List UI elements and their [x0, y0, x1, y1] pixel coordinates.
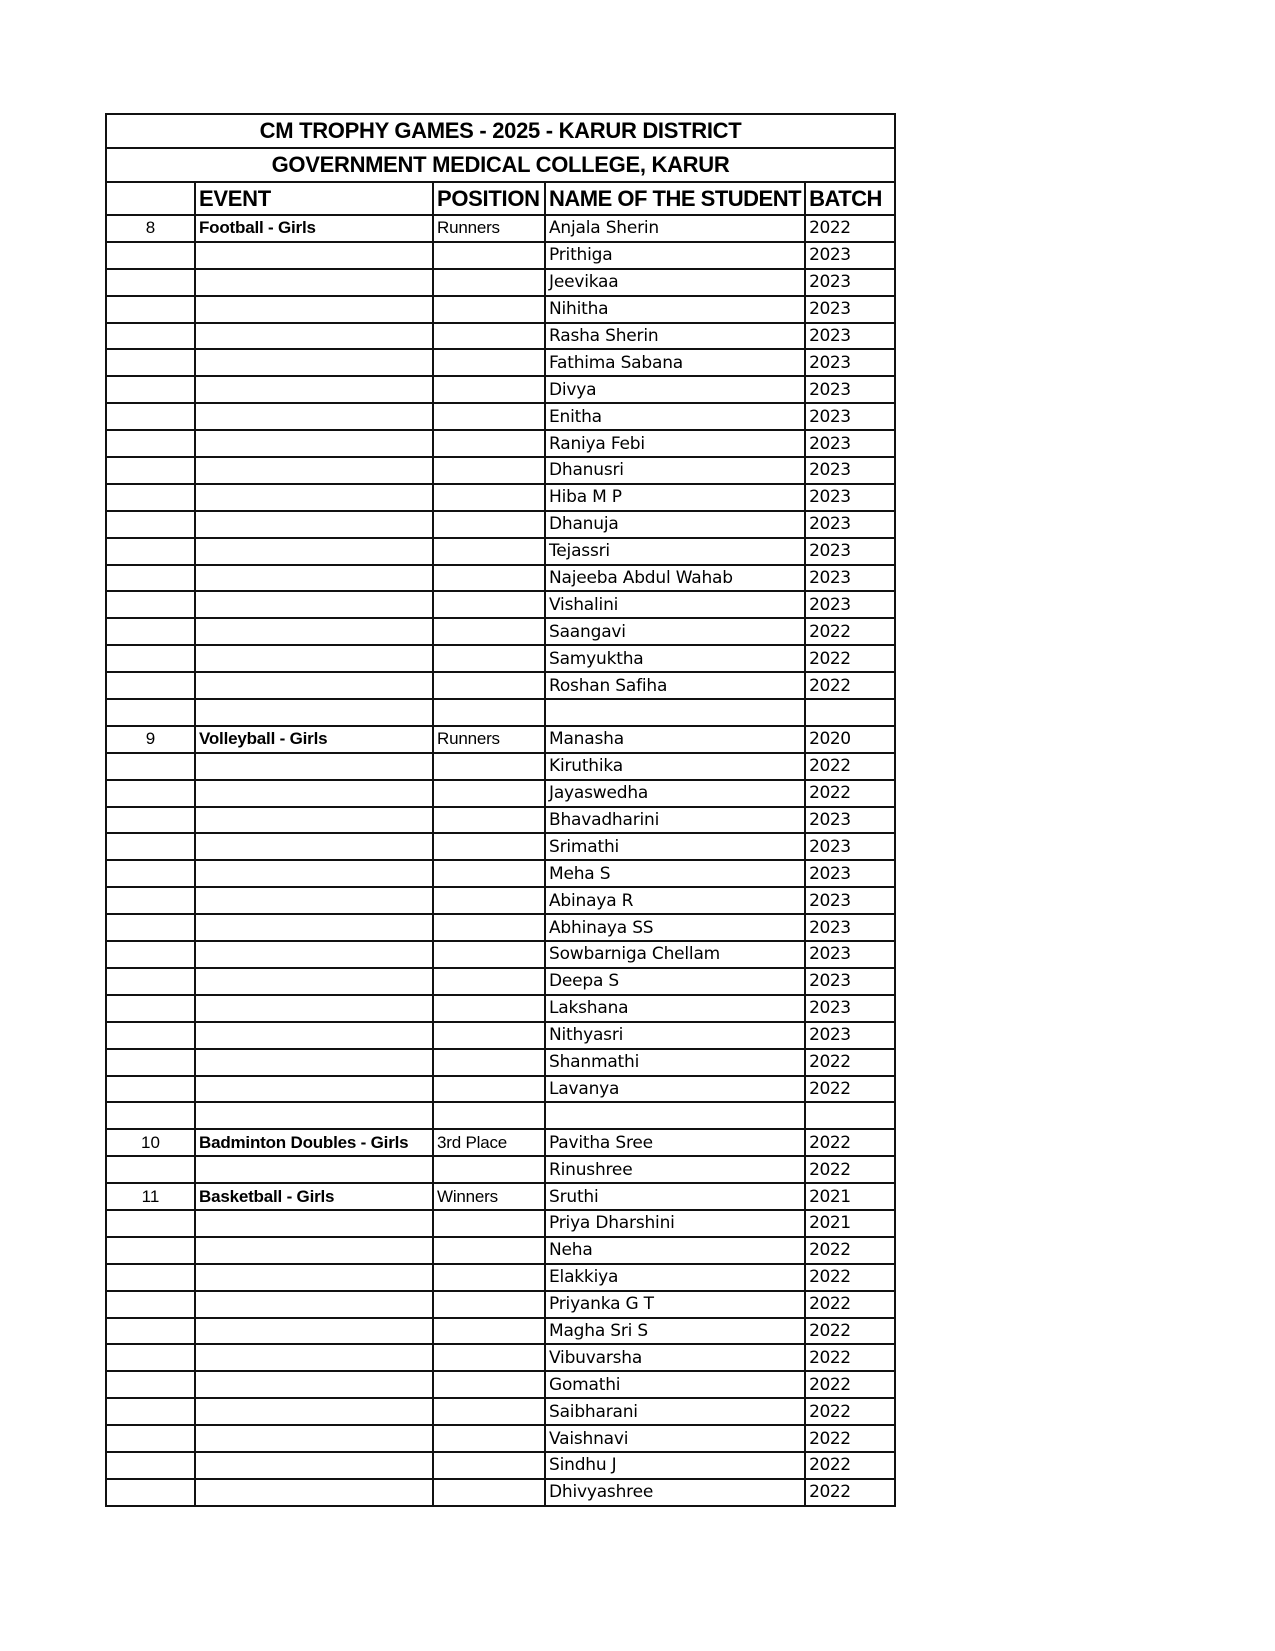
cell-event: Volleyball - Girls	[195, 726, 433, 753]
cell-student-name: Saangavi	[545, 618, 805, 645]
cell-sno	[106, 833, 195, 860]
cell-student-name: Gomathi	[545, 1371, 805, 1398]
table-row	[106, 323, 895, 350]
cell-batch: 2022	[805, 215, 895, 242]
cell-batch: 2023	[805, 833, 895, 860]
cell-sno	[106, 484, 195, 511]
cell-student-name: Dhivyashree	[545, 1479, 805, 1506]
cell-batch	[805, 699, 895, 726]
cell-event: Basketball - Girls	[195, 1183, 433, 1210]
cell-batch: 2023	[805, 807, 895, 834]
cell-position	[433, 807, 545, 834]
cell-position	[433, 1022, 545, 1049]
cell-sno	[106, 1452, 195, 1479]
cell-student-name: Samyuktha	[545, 645, 805, 672]
cell-sno	[106, 1049, 195, 1076]
cell-position	[433, 565, 545, 592]
cell-event	[195, 323, 433, 350]
cell-sno	[106, 511, 195, 538]
cell-sno	[106, 376, 195, 403]
table-row	[106, 538, 895, 565]
cell-student-name: Kiruthika	[545, 753, 805, 780]
cell-position	[433, 1210, 545, 1237]
cell-position	[433, 887, 545, 914]
cell-batch: 2021	[805, 1183, 895, 1210]
cell-student-name: Nihitha	[545, 296, 805, 323]
cell-position	[433, 1452, 545, 1479]
cell-position	[433, 1291, 545, 1318]
cell-position	[433, 699, 545, 726]
cell-position	[433, 1049, 545, 1076]
table-row	[106, 565, 895, 592]
cell-position: 3rd Place	[433, 1129, 545, 1156]
cell-event	[195, 484, 433, 511]
table-row	[106, 1291, 895, 1318]
cell-sno: 11	[106, 1183, 195, 1210]
header-name: NAME OF THE STUDENT	[545, 182, 805, 215]
cell-event	[195, 457, 433, 484]
cell-sno: 9	[106, 726, 195, 753]
cell-event: Badminton Doubles - Girls	[195, 1129, 433, 1156]
cell-sno	[106, 1237, 195, 1264]
cell-student-name: Vaishnavi	[545, 1425, 805, 1452]
cell-student-name: Divya	[545, 376, 805, 403]
cell-position	[433, 591, 545, 618]
cell-batch: 2023	[805, 511, 895, 538]
cell-batch: 2023	[805, 968, 895, 995]
cell-position	[433, 1425, 545, 1452]
cell-student-name: Abinaya R	[545, 887, 805, 914]
cell-student-name: Shanmathi	[545, 1049, 805, 1076]
table-row	[106, 968, 895, 995]
table-row	[106, 484, 895, 511]
cell-student-name	[545, 699, 805, 726]
cell-event	[195, 349, 433, 376]
cell-batch: 2022	[805, 1264, 895, 1291]
cell-position	[433, 484, 545, 511]
table-row	[106, 995, 895, 1022]
cell-event	[195, 511, 433, 538]
cell-student-name: Vishalini	[545, 591, 805, 618]
cell-sno	[106, 860, 195, 887]
cell-student-name: Sruthi	[545, 1183, 805, 1210]
cell-sno	[106, 1371, 195, 1398]
cell-position	[433, 296, 545, 323]
cell-batch: 2023	[805, 349, 895, 376]
cell-position	[433, 860, 545, 887]
table-row	[106, 511, 895, 538]
cell-batch: 2022	[805, 1076, 895, 1103]
cell-sno	[106, 780, 195, 807]
cell-position: Runners	[433, 726, 545, 753]
table-row	[106, 1129, 895, 1156]
cell-batch: 2023	[805, 269, 895, 296]
cell-sno	[106, 807, 195, 834]
cell-student-name: Prithiga	[545, 242, 805, 269]
cell-position: Runners	[433, 215, 545, 242]
cell-student-name: Dhanusri	[545, 457, 805, 484]
table-row	[106, 780, 895, 807]
table-row	[106, 1398, 895, 1425]
cell-event	[195, 1264, 433, 1291]
cell-event	[195, 860, 433, 887]
table-row	[106, 807, 895, 834]
cell-event	[195, 618, 433, 645]
cell-position	[433, 1318, 545, 1345]
cell-event	[195, 376, 433, 403]
table-row	[106, 914, 895, 941]
header-sno	[106, 182, 195, 215]
cell-student-name: Fathima Sabana	[545, 349, 805, 376]
table-row	[106, 1076, 895, 1103]
cell-sno	[106, 1210, 195, 1237]
cell-sno	[106, 1264, 195, 1291]
cell-position	[433, 1371, 545, 1398]
table-row	[106, 1156, 895, 1183]
cell-batch: 2023	[805, 591, 895, 618]
cell-position	[433, 780, 545, 807]
table-row	[106, 1210, 895, 1237]
cell-position	[433, 430, 545, 457]
cell-sno	[106, 618, 195, 645]
table-row	[106, 887, 895, 914]
cell-batch: 2023	[805, 538, 895, 565]
cell-student-name: Abhinaya SS	[545, 914, 805, 941]
cell-batch: 2022	[805, 1049, 895, 1076]
cell-position	[433, 376, 545, 403]
cell-batch: 2023	[805, 323, 895, 350]
cell-sno	[106, 565, 195, 592]
cell-position	[433, 1156, 545, 1183]
cell-position	[433, 995, 545, 1022]
cell-sno	[106, 1156, 195, 1183]
cell-event	[195, 941, 433, 968]
cell-student-name: Bhavadharini	[545, 807, 805, 834]
cell-sno	[106, 699, 195, 726]
cell-batch: 2022	[805, 1452, 895, 1479]
table-row	[106, 1102, 895, 1129]
cell-sno	[106, 753, 195, 780]
cell-batch: 2021	[805, 1210, 895, 1237]
table-row	[106, 1344, 895, 1371]
cell-position	[433, 457, 545, 484]
cell-batch: 2022	[805, 618, 895, 645]
cell-sno	[106, 1076, 195, 1103]
table-row	[106, 833, 895, 860]
cell-batch: 2023	[805, 860, 895, 887]
cell-batch: 2023	[805, 995, 895, 1022]
table-row	[106, 296, 895, 323]
cell-event	[195, 1156, 433, 1183]
cell-sno	[106, 1479, 195, 1506]
cell-batch: 2022	[805, 1425, 895, 1452]
table-row	[106, 1049, 895, 1076]
cell-student-name: Hiba M P	[545, 484, 805, 511]
cell-student-name	[545, 1102, 805, 1129]
table-row	[106, 672, 895, 699]
cell-batch: 2023	[805, 1022, 895, 1049]
cell-event	[195, 1425, 433, 1452]
cell-event	[195, 1344, 433, 1371]
cell-position	[433, 833, 545, 860]
cell-student-name: Sowbarniga Chellam	[545, 941, 805, 968]
table-row	[106, 1425, 895, 1452]
cell-event	[195, 753, 433, 780]
cell-sno	[106, 1398, 195, 1425]
table-row	[106, 726, 895, 753]
cell-batch: 2023	[805, 887, 895, 914]
cell-sno	[106, 457, 195, 484]
subtitle-row	[106, 148, 895, 182]
cell-event	[195, 565, 433, 592]
cell-student-name: Lavanya	[545, 1076, 805, 1103]
cell-student-name: Neha	[545, 1237, 805, 1264]
cell-student-name: Srimathi	[545, 833, 805, 860]
table-row	[106, 591, 895, 618]
cell-batch: 2022	[805, 1156, 895, 1183]
cell-position	[433, 1237, 545, 1264]
table-row	[106, 376, 895, 403]
header-event: EVENT	[195, 182, 433, 215]
cell-position	[433, 672, 545, 699]
table-row	[106, 1452, 895, 1479]
cell-sno	[106, 672, 195, 699]
cell-event	[195, 538, 433, 565]
cell-batch: 2023	[805, 484, 895, 511]
title-row	[106, 114, 895, 148]
table-row	[106, 1479, 895, 1506]
cell-event	[195, 672, 433, 699]
cell-position	[433, 1479, 545, 1506]
cell-batch: 2022	[805, 1129, 895, 1156]
cell-sno: 10	[106, 1129, 195, 1156]
cell-student-name: Pavitha Sree	[545, 1129, 805, 1156]
cell-student-name: Manasha	[545, 726, 805, 753]
cell-sno	[106, 1291, 195, 1318]
cell-event	[195, 968, 433, 995]
table-row	[106, 753, 895, 780]
cell-position	[433, 1398, 545, 1425]
cell-event	[195, 807, 433, 834]
cell-position	[433, 1076, 545, 1103]
table-row	[106, 645, 895, 672]
document-title: CM TROPHY GAMES - 2025 - KARUR DISTRICT	[106, 114, 895, 148]
cell-batch: 2023	[805, 457, 895, 484]
cell-position	[433, 349, 545, 376]
cell-batch: 2023	[805, 565, 895, 592]
header-row	[106, 182, 895, 215]
cell-sno	[106, 1318, 195, 1345]
cell-event	[195, 1398, 433, 1425]
cell-event	[195, 1318, 433, 1345]
cell-event	[195, 403, 433, 430]
cell-batch: 2022	[805, 1237, 895, 1264]
cell-student-name: Elakkiya	[545, 1264, 805, 1291]
cell-position	[433, 645, 545, 672]
cell-sno	[106, 591, 195, 618]
cell-position: Winners	[433, 1183, 545, 1210]
cell-sno	[106, 403, 195, 430]
cell-student-name: Anjala Sherin	[545, 215, 805, 242]
cell-event	[195, 1479, 433, 1506]
cell-event	[195, 269, 433, 296]
cell-event	[195, 780, 433, 807]
table-row	[106, 941, 895, 968]
cell-student-name: Saibharani	[545, 1398, 805, 1425]
cell-position	[433, 1344, 545, 1371]
cell-sno	[106, 887, 195, 914]
cell-student-name: Raniya Febi	[545, 430, 805, 457]
table-row	[106, 430, 895, 457]
cell-sno	[106, 1344, 195, 1371]
cell-student-name: Rasha Sherin	[545, 323, 805, 350]
table-row	[106, 860, 895, 887]
cell-sno	[106, 242, 195, 269]
cell-student-name: Roshan Safiha	[545, 672, 805, 699]
cell-sno	[106, 538, 195, 565]
cell-batch: 2023	[805, 376, 895, 403]
cell-student-name: Jayaswedha	[545, 780, 805, 807]
cell-batch: 2023	[805, 914, 895, 941]
cell-sno	[106, 349, 195, 376]
cell-batch: 2022	[805, 1318, 895, 1345]
cell-event	[195, 430, 433, 457]
cell-sno: 8	[106, 215, 195, 242]
document-subtitle: GOVERNMENT MEDICAL COLLEGE, KARUR	[106, 148, 895, 182]
cell-position	[433, 511, 545, 538]
table-row	[106, 618, 895, 645]
cell-event	[195, 591, 433, 618]
cell-batch: 2023	[805, 941, 895, 968]
cell-batch: 2022	[805, 753, 895, 780]
cell-batch: 2020	[805, 726, 895, 753]
table-row	[106, 242, 895, 269]
cell-event: Football - Girls	[195, 215, 433, 242]
cell-event	[195, 1237, 433, 1264]
cell-sno	[106, 968, 195, 995]
table-row	[106, 699, 895, 726]
cell-student-name: Sindhu J	[545, 1452, 805, 1479]
cell-event	[195, 1049, 433, 1076]
cell-position	[433, 403, 545, 430]
cell-position	[433, 538, 545, 565]
cell-student-name: Enitha	[545, 403, 805, 430]
cell-student-name: Magha Sri S	[545, 1318, 805, 1345]
cell-position	[433, 242, 545, 269]
cell-event	[195, 1022, 433, 1049]
cell-sno	[106, 941, 195, 968]
cell-student-name: Vibuvarsha	[545, 1344, 805, 1371]
cell-event	[195, 1076, 433, 1103]
cell-event	[195, 645, 433, 672]
cell-position	[433, 914, 545, 941]
cell-event	[195, 699, 433, 726]
cell-batch: 2023	[805, 403, 895, 430]
cell-position	[433, 269, 545, 296]
cell-position	[433, 941, 545, 968]
cell-sno	[106, 914, 195, 941]
cell-student-name: Priya Dharshini	[545, 1210, 805, 1237]
cell-sno	[106, 269, 195, 296]
table-row	[106, 269, 895, 296]
cell-batch: 2022	[805, 672, 895, 699]
cell-student-name: Najeeba Abdul Wahab	[545, 565, 805, 592]
cell-event	[195, 833, 433, 860]
cell-sno	[106, 323, 195, 350]
table-row	[106, 457, 895, 484]
cell-batch: 2023	[805, 242, 895, 269]
table-row	[106, 349, 895, 376]
cell-position	[433, 1102, 545, 1129]
table-row	[106, 1183, 895, 1210]
table-row	[106, 1371, 895, 1398]
table-row	[106, 1022, 895, 1049]
cell-event	[195, 914, 433, 941]
header-position: POSITION	[433, 182, 545, 215]
cell-student-name: Deepa S	[545, 968, 805, 995]
table-row	[106, 403, 895, 430]
cell-position	[433, 618, 545, 645]
cell-batch: 2023	[805, 430, 895, 457]
cell-batch: 2022	[805, 1291, 895, 1318]
cell-student-name: Lakshana	[545, 995, 805, 1022]
cell-event	[195, 242, 433, 269]
cell-student-name: Nithyasri	[545, 1022, 805, 1049]
table-row	[106, 1318, 895, 1345]
table-row	[106, 1264, 895, 1291]
cell-batch: 2022	[805, 645, 895, 672]
cell-student-name: Meha S	[545, 860, 805, 887]
cell-sno	[106, 296, 195, 323]
cell-batch: 2022	[805, 1398, 895, 1425]
header-batch: BATCH	[805, 182, 895, 215]
table-row	[106, 1237, 895, 1264]
cell-event	[195, 995, 433, 1022]
cell-event	[195, 1452, 433, 1479]
cell-position	[433, 1264, 545, 1291]
cell-student-name: Priyanka G T	[545, 1291, 805, 1318]
cell-position	[433, 968, 545, 995]
cell-event	[195, 296, 433, 323]
cell-batch: 2022	[805, 1344, 895, 1371]
cell-student-name: Tejassri	[545, 538, 805, 565]
cell-sno	[106, 1425, 195, 1452]
cell-batch	[805, 1102, 895, 1129]
cell-student-name: Rinushree	[545, 1156, 805, 1183]
cell-batch: 2022	[805, 780, 895, 807]
cell-sno	[106, 1102, 195, 1129]
cell-position	[433, 753, 545, 780]
cell-batch: 2022	[805, 1371, 895, 1398]
cell-student-name: Dhanuja	[545, 511, 805, 538]
cell-batch: 2023	[805, 296, 895, 323]
cell-batch: 2022	[805, 1479, 895, 1506]
cell-position	[433, 323, 545, 350]
cell-student-name: Jeevikaa	[545, 269, 805, 296]
results-table	[105, 113, 896, 1507]
table-row	[106, 215, 895, 242]
cell-event	[195, 1102, 433, 1129]
cell-event	[195, 1291, 433, 1318]
cell-event	[195, 887, 433, 914]
cell-event	[195, 1371, 433, 1398]
cell-sno	[106, 645, 195, 672]
cell-event	[195, 1210, 433, 1237]
cell-sno	[106, 430, 195, 457]
cell-sno	[106, 1022, 195, 1049]
cell-sno	[106, 995, 195, 1022]
